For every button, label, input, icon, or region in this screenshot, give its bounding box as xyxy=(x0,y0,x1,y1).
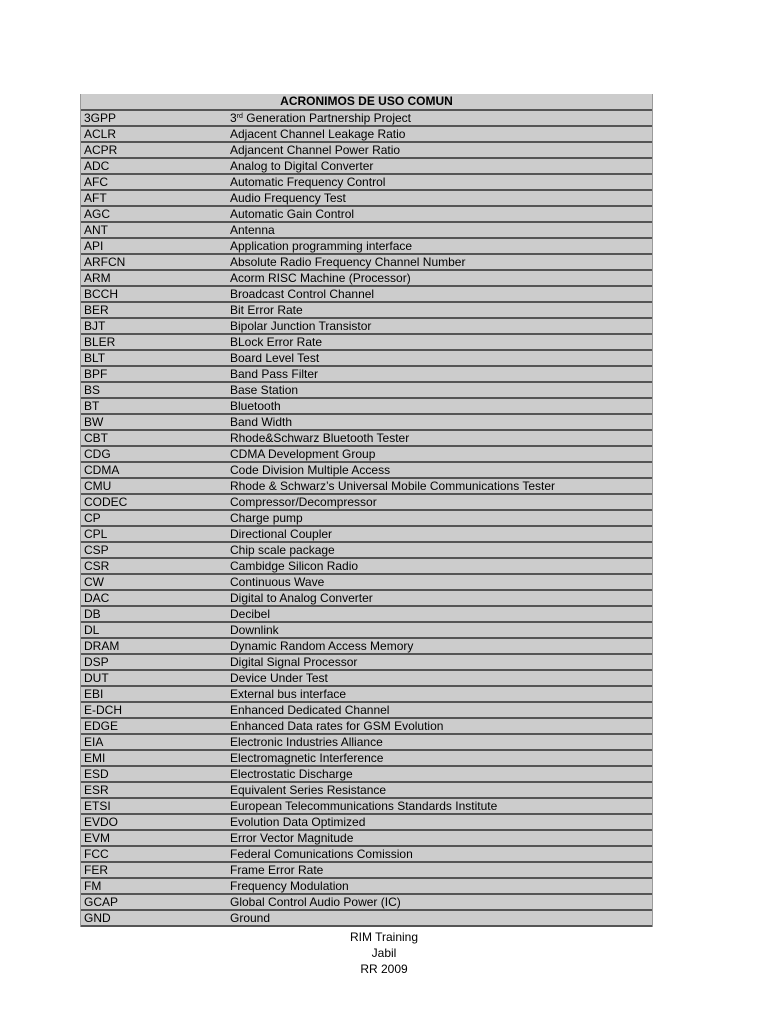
table-row xyxy=(81,639,652,655)
table-row xyxy=(81,863,652,879)
definition-cell: Evolution Data Optimized xyxy=(230,815,366,829)
acronym-cell: CW xyxy=(84,575,104,589)
definition-text: Generation Partnership Project xyxy=(242,111,412,125)
footer-line-company: Jabil xyxy=(371,946,397,960)
table-row xyxy=(81,623,652,639)
acronym-cell: FM xyxy=(84,879,102,893)
table-row xyxy=(81,655,652,671)
definition-cell: Downlink xyxy=(230,623,279,637)
definition-cell: Analog to Digital Converter xyxy=(230,159,374,173)
acronym-cell: ARFCN xyxy=(84,255,126,269)
definition-cell: Automatic Frequency Control xyxy=(230,175,386,189)
definition-cell: Automatic Gain Control xyxy=(230,207,355,221)
acronym-cell: BER xyxy=(84,303,109,317)
definition-cell: Base Station xyxy=(230,383,299,397)
acronym-cell: EVDO xyxy=(84,815,119,829)
definition-cell: Decibel xyxy=(230,607,271,621)
acronym-cell: CSP xyxy=(84,543,109,557)
acronym-cell: ESD xyxy=(84,767,109,781)
table-row xyxy=(81,319,652,335)
definition-cell: Absolute Radio Frequency Channel Number xyxy=(230,255,466,269)
definition-cell xyxy=(230,111,652,125)
definition-cell: Error Vector Magnitude xyxy=(230,831,354,845)
table-row xyxy=(81,447,652,463)
definition-cell: Board Level Test xyxy=(230,351,320,365)
definition-cell: Dynamic Random Access Memory xyxy=(230,639,414,653)
table-row xyxy=(81,399,652,415)
table-row xyxy=(81,671,652,687)
table-row xyxy=(81,287,652,303)
definition-cell: Digital Signal Processor xyxy=(230,655,358,669)
table-row xyxy=(81,479,652,495)
acronym-cell: CODEC xyxy=(84,495,128,509)
acronym-cell: DL xyxy=(84,623,100,637)
definition-cell: Rhode & Schwarz’s Universal Mobile Communications Tester xyxy=(230,479,556,493)
definition-superscript: rd xyxy=(236,113,243,120)
definition-cell: Application programming interface xyxy=(230,239,413,253)
definition-cell: Chip scale package xyxy=(230,543,335,557)
acronym-cell: CPL xyxy=(84,527,108,541)
table-row xyxy=(81,719,652,735)
acronym-cell: ARM xyxy=(84,271,111,285)
acronym-cell: CDG xyxy=(84,447,111,461)
acronym-cell: CDMA xyxy=(84,463,120,477)
definition-text: 3 xyxy=(230,111,237,125)
definition-cell: Electrostatic Discharge xyxy=(230,767,353,781)
footer-line-version: RR 2009 xyxy=(360,962,408,976)
definition-cell: Compressor/Decompressor xyxy=(230,495,377,509)
definition-cell: Digital to Analog Converter xyxy=(230,591,373,605)
table-row xyxy=(81,223,652,239)
definition-cell: Equivalent Series Resistance xyxy=(230,783,387,797)
table-row xyxy=(81,591,652,607)
acronym-cell: ADC xyxy=(84,159,110,173)
definition-cell: Rhode&Schwarz Bluetooth Tester xyxy=(230,431,410,445)
acronym-cell: EBI xyxy=(84,687,104,701)
definition-cell: CDMA Development Group xyxy=(230,447,376,461)
definition-cell: Directional Coupler xyxy=(230,527,333,541)
definition-cell: European Telecommunications Standards Institute xyxy=(230,799,498,813)
definition-cell: Adjacent Channel Leakage Ratio xyxy=(230,127,406,141)
acronym-cell: DUT xyxy=(84,671,109,685)
acronym-cell: AGC xyxy=(84,207,111,221)
acronym-cell: BJT xyxy=(84,319,106,333)
acronym-cell: EMI xyxy=(84,751,106,765)
acronym-cell: CBT xyxy=(84,431,108,445)
definition-cell: Electromagnetic Interference xyxy=(230,751,384,765)
definition-cell: Band Width xyxy=(230,415,293,429)
table-row xyxy=(81,271,652,287)
table-row xyxy=(81,367,652,383)
table-row xyxy=(81,255,652,271)
table-row xyxy=(81,511,652,527)
definition-cell: Charge pump xyxy=(230,511,303,525)
table-row xyxy=(81,527,652,543)
table-row xyxy=(81,751,652,767)
definition-cell: BLock Error Rate xyxy=(230,335,323,349)
table-row xyxy=(81,431,652,447)
definition-cell: Acorm RISC Machine (Processor) xyxy=(230,271,411,285)
table-row xyxy=(81,383,652,399)
table-row xyxy=(81,303,652,319)
acronym-cell: ACLR xyxy=(84,127,117,141)
acronym-cell: BW xyxy=(84,415,104,429)
table-row xyxy=(81,847,652,863)
table-row xyxy=(81,495,652,511)
definition-cell: Frame Error Rate xyxy=(230,863,324,877)
definition-cell: External bus interface xyxy=(230,687,347,701)
table-row xyxy=(81,543,652,559)
definition-cell: Global Control Audio Power (IC) xyxy=(230,895,401,909)
acronym-cell: ESR xyxy=(84,783,109,797)
definition-cell: Adjancent Channel Power Ratio xyxy=(230,143,401,157)
definition-cell: Bipolar Junction Transistor xyxy=(230,319,372,333)
definition-cell: Enhanced Dedicated Channel xyxy=(230,703,390,717)
table-row xyxy=(81,799,652,815)
table-row xyxy=(81,815,652,831)
page-footer xyxy=(0,929,768,977)
acronym-cell: BLT xyxy=(84,351,106,365)
acronym-cell: EDGE xyxy=(84,719,119,733)
acronym-cell: CP xyxy=(84,511,101,525)
acronym-cell: E-DCH xyxy=(84,703,122,717)
definition-cell: Ground xyxy=(230,911,271,925)
table-body xyxy=(81,111,652,927)
definition-cell: Bit Error Rate xyxy=(230,303,303,317)
acronym-cell: GND xyxy=(84,911,111,925)
definition-cell: Federal Comunications Comission xyxy=(230,847,413,861)
acronym-cell: BPF xyxy=(84,367,108,381)
acronym-cell: ANT xyxy=(84,223,108,237)
table-row xyxy=(81,831,652,847)
table-row xyxy=(81,143,652,159)
definition-cell: Device Under Test xyxy=(230,671,328,685)
acronym-cell: AFC xyxy=(84,175,108,189)
table-row xyxy=(81,335,652,351)
table-row xyxy=(81,767,652,783)
table-row xyxy=(81,351,652,367)
acronym-cell: FER xyxy=(84,863,108,877)
acronym-cell: ETSI xyxy=(84,799,111,813)
table-row xyxy=(81,191,652,207)
acronym-cell: DRAM xyxy=(84,639,120,653)
table-row xyxy=(81,783,652,799)
acronym-cell: EVM xyxy=(84,831,111,845)
acronym-cell: DAC xyxy=(84,591,110,605)
acronym-cell: AFT xyxy=(84,191,107,205)
table-row xyxy=(81,607,652,623)
acronym-cell: 3GPP xyxy=(84,111,117,125)
table-row xyxy=(81,463,652,479)
definition-cell: Audio Frequency Test xyxy=(230,191,346,205)
acronym-cell: ACPR xyxy=(84,143,118,157)
definition-cell: Band Pass Filter xyxy=(230,367,319,381)
definition-cell: Bluetooth xyxy=(230,399,281,413)
acronym-cell: EIA xyxy=(84,735,104,749)
table-row xyxy=(81,735,652,751)
acronym-cell: DSP xyxy=(84,655,109,669)
table-row xyxy=(81,239,652,255)
acronym-cell: API xyxy=(84,239,104,253)
table-row xyxy=(81,111,652,127)
definition-cell: Enhanced Data rates for GSM Evolution xyxy=(230,719,444,733)
table-row xyxy=(81,703,652,719)
definition-cell: Cambidge Silicon Radio xyxy=(230,559,359,573)
acronym-cell: CMU xyxy=(84,479,112,493)
acronym-table xyxy=(80,94,653,927)
acronym-cell: FCC xyxy=(84,847,109,861)
acronym-cell: DB xyxy=(84,607,101,621)
definition-cell: Frequency Modulation xyxy=(230,879,349,893)
table-row xyxy=(81,559,652,575)
table-title: ACRONIMOS DE USO COMUN xyxy=(81,94,652,111)
table-row xyxy=(81,415,652,431)
table-row xyxy=(81,895,652,911)
table-row xyxy=(81,175,652,191)
acronym-cell: BT xyxy=(84,399,100,413)
table-row xyxy=(81,127,652,143)
definition-cell: Antenna xyxy=(230,223,275,237)
acronym-cell: GCAP xyxy=(84,895,119,909)
table-row xyxy=(81,879,652,895)
table-row xyxy=(81,687,652,703)
acronym-cell: BLER xyxy=(84,335,116,349)
acronym-cell: BCCH xyxy=(84,287,119,301)
footer-line-training: RIM Training xyxy=(349,930,419,944)
definition-cell: Continuous Wave xyxy=(230,575,325,589)
definition-cell: Electronic Industries Alliance xyxy=(230,735,383,749)
definition-cell: Code Division Multiple Access xyxy=(230,463,391,477)
definition-cell: Broadcast Control Channel xyxy=(230,287,375,301)
table-row xyxy=(81,911,652,927)
acronym-cell: CSR xyxy=(84,559,110,573)
table-row xyxy=(81,207,652,223)
table-row xyxy=(81,159,652,175)
table-row xyxy=(81,575,652,591)
acronym-cell: BS xyxy=(84,383,101,397)
